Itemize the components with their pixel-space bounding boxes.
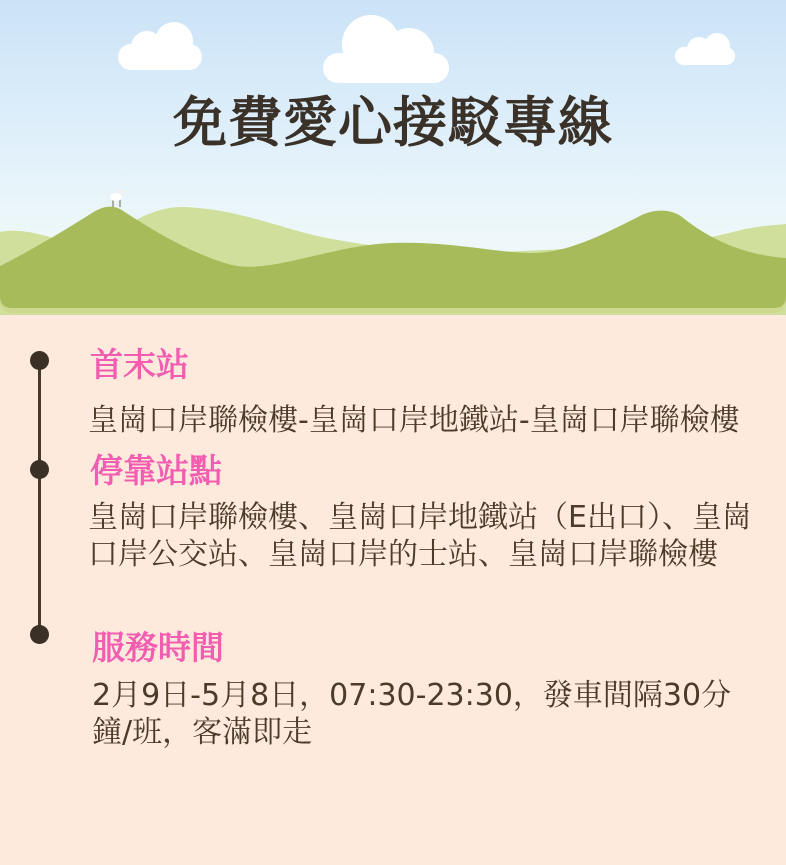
timeline-dot — [30, 351, 49, 370]
cloud-icon — [323, 15, 449, 83]
page-title: 免費愛心接駁專線 — [173, 91, 613, 154]
section-heading-service-hours: 服務時間 — [92, 628, 224, 667]
section-body-terminus: 皇崗口岸聯檢樓-皇崗口岸地鐵站-皇崗口岸聯檢樓 — [88, 403, 740, 438]
sheep-icon — [110, 189, 125, 207]
timeline-dot — [30, 460, 49, 479]
timeline-line — [38, 361, 41, 635]
dark-hills-shape — [0, 207, 786, 308]
hills-illustration — [0, 0, 786, 315]
section-heading-stops: 停靠站點 — [90, 451, 222, 490]
cloud-icon — [675, 33, 735, 65]
section-heading-terminus: 首末站 — [90, 345, 189, 384]
section-body-service-hours: 2月9日-5月8日，07:30-23:30，發車間隔30分鐘/班，客滿即走 — [92, 678, 732, 750]
timeline-dot — [30, 625, 49, 644]
cloud-icon — [118, 22, 202, 70]
section-body-stops: 皇崗口岸聯檢樓、皇崗口岸地鐵站（E出口）、皇崗口岸公交站、皇崗口岸的士站、皇崗口岸聯檢樓 — [88, 500, 752, 572]
